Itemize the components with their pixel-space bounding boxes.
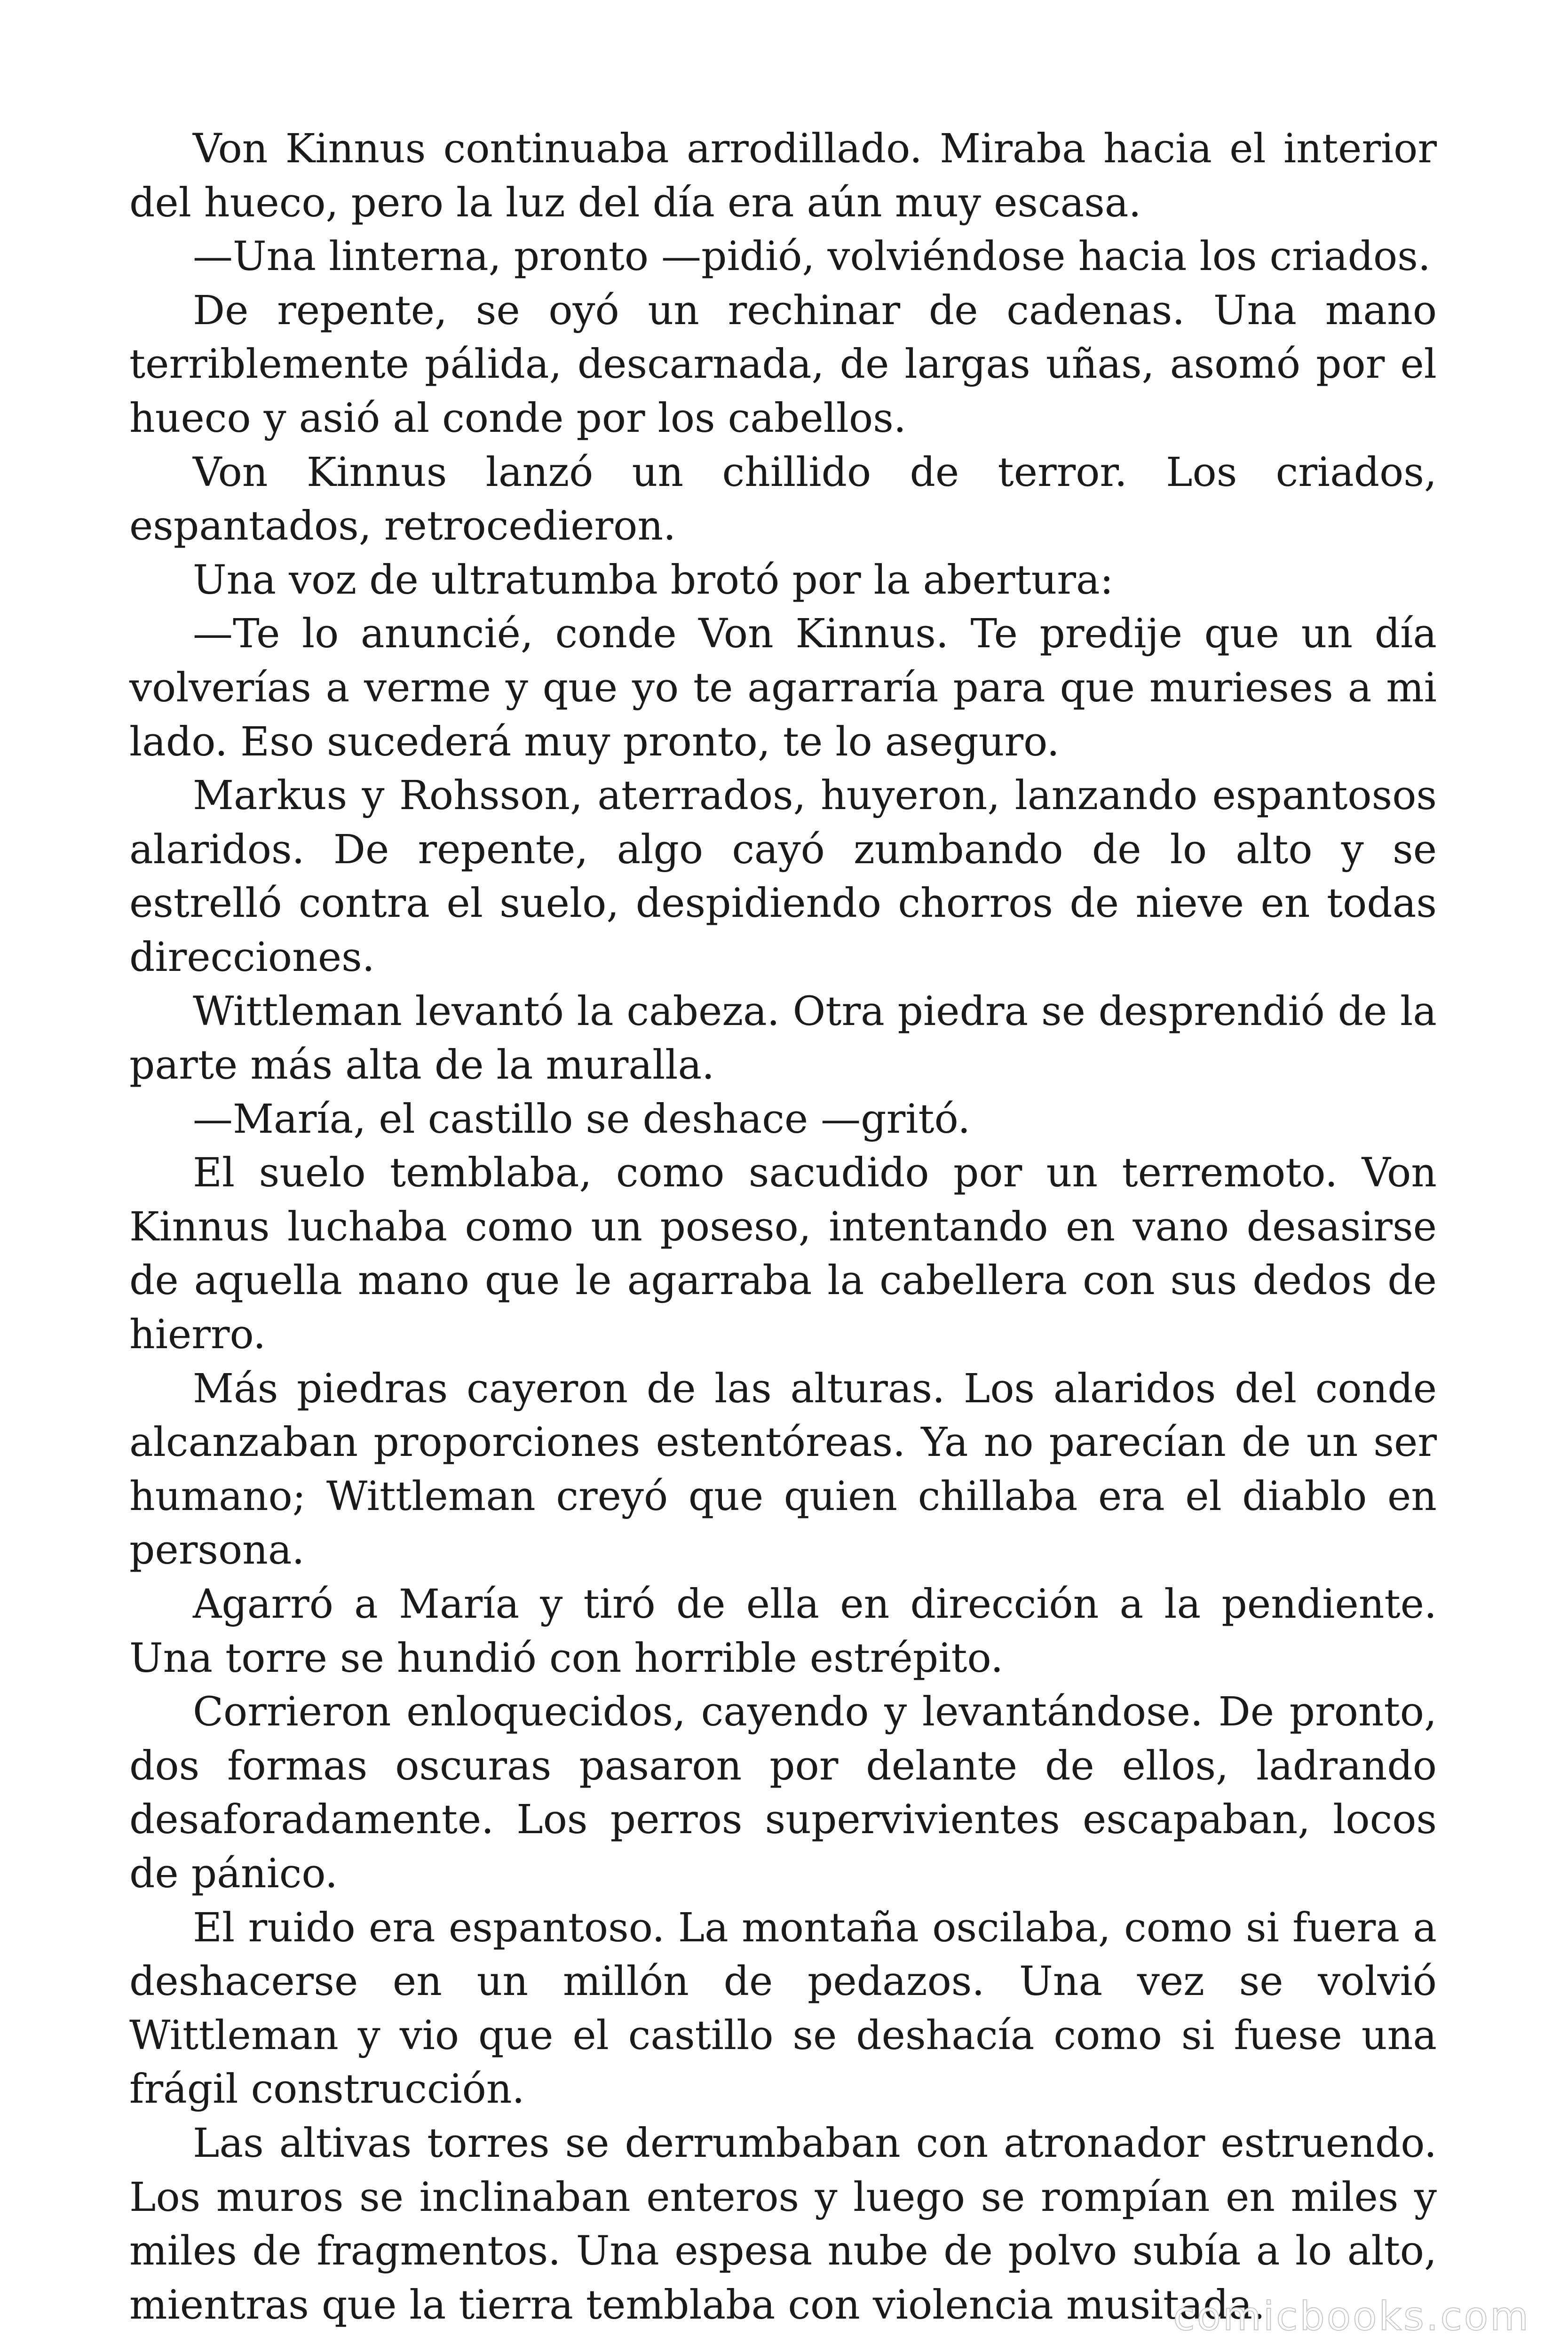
- paragraph: Más piedras cayeron de las alturas. Los alaridos del conde alcanzaban proporciones estentóreas. Ya no parecían de un ser humano; Wittleman creyó que quien chillaba era el diablo en persona.: [129, 1365, 1437, 1574]
- paragraph: —Una linterna, pronto —pidió, volviéndose hacia los criados.: [193, 233, 1431, 280]
- paragraph: Una voz de ultratumba brotó por la abertura:: [193, 556, 1114, 604]
- paragraph: El ruido era espantoso. La montaña oscilaba, como si fuera a deshacerse en un millón de pedazos. Una vez se volvió Wittleman y vio que el castillo se deshacía como si fuese una frágil construcción.: [129, 1904, 1437, 2113]
- paragraph: Wittleman levantó la cabeza. Otra piedra se desprendió de la parte más alta de la muralla.: [129, 988, 1437, 1089]
- paragraph: Las altivas torres se derrumbaban con atronador estruendo. Los muros se inclinaban enteros y luego se rompían en miles y miles de fragmentos. Una espesa nube de polvo subía a lo alto, mientras que la tierra temblaba con violencia musitada.: [129, 2120, 1437, 2328]
- paragraph: —María, el castillo se deshace —gritó.: [193, 1096, 971, 1143]
- paragraph: Corrieron enloquecidos, cayendo y levantándose. De pronto, dos formas oscuras pasaron por delante de ellos, ladrando desaforadamente. Los perros supervivientes escapaban, locos de pánico.: [129, 1689, 1437, 1897]
- watermark: comicbooks.com: [1173, 2293, 1530, 2339]
- paragraph: —Te lo anuncié, conde Von Kinnus. Te predije que un día volverías a verme y que yo te agarraría para que murieses a mi lado. Eso sucederá muy pronto, te lo aseguro.: [129, 611, 1437, 765]
- paragraph: Von Kinnus continuaba arrodillado. Miraba hacia el interior del hueco, pero la luz del día era aún muy escasa.: [129, 126, 1437, 226]
- paragraph: Von Kinnus lanzó un chillido de terror. Los criados, espantados, retrocedieron.: [129, 449, 1437, 550]
- paragraph: Markus y Rohsson, aterrados, huyeron, lanzando espantosos alaridos. De repente, algo cayó zumbando de lo alto y se estrelló contra el suelo, despidiendo chorros de nieve en todas direcciones.: [129, 772, 1437, 981]
- paragraph: Agarró a María y tiró de ella en dirección a la pendiente. Una torre se hundió con horrible estrépito.: [129, 1581, 1437, 1682]
- paragraph: De repente, se oyó un rechinar de cadenas. Una mano terriblemente pálida, descarnada, de largas uñas, asomó por el hueco y asió al conde por los cabellos.: [129, 287, 1437, 442]
- paragraph: El suelo temblaba, como sacudido por un terremoto. Von Kinnus luchaba como un poseso, intentando en vano desasirse de aquella mano que le agarraba la cabellera con sus dedos de hierro.: [129, 1150, 1437, 1359]
- body-text: [129, 122, 1437, 2332]
